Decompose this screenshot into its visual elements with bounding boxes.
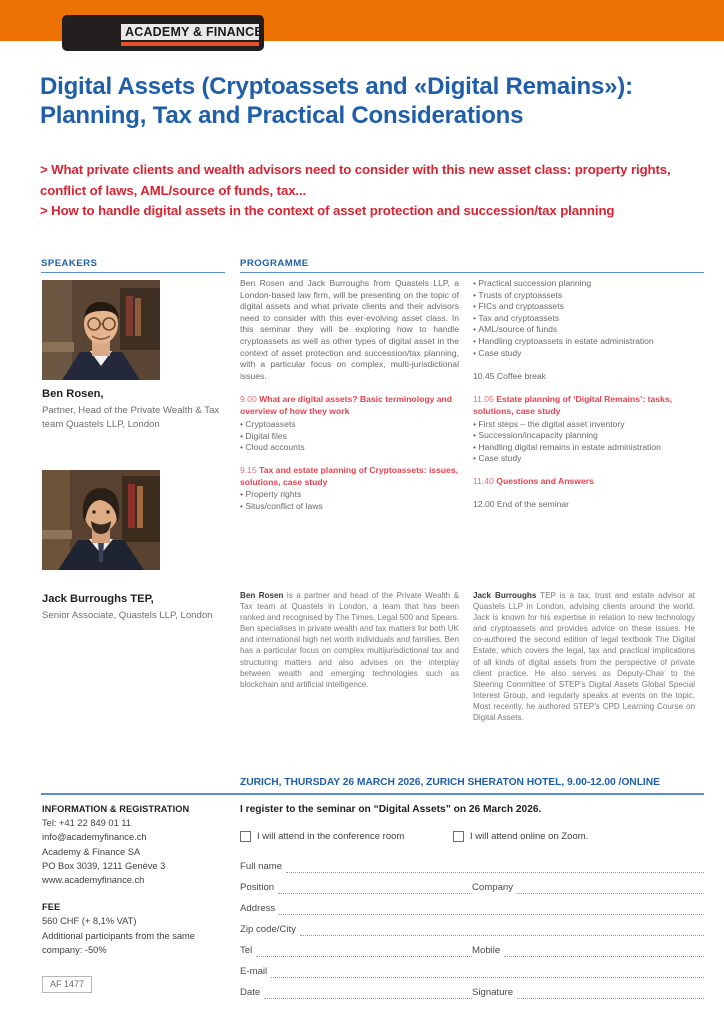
session-time: 11.40 <box>473 475 497 486</box>
session-title: 11.05 Estate planning of ‘Digital Remains’: tasks, solutions, case study <box>473 393 672 416</box>
form-row-address <box>240 894 704 915</box>
coffee-break: 10.45 Coffee break <box>473 371 546 382</box>
field-label: Address <box>240 903 276 914</box>
input-line[interactable] <box>278 884 472 894</box>
info-website[interactable]: www.academyfinance.ch <box>42 875 145 886</box>
speaker-photo-ben-rosen <box>42 280 160 380</box>
registration-form <box>240 852 704 999</box>
session-time: 9.00 <box>240 394 260 405</box>
field-label: Signature <box>472 987 514 998</box>
session-title: 9.15 Tax and estate planning of Cryptoassets: issues, solutions, case study <box>240 464 459 487</box>
field-label: Position <box>240 882 275 893</box>
info-heading: INFORMATION & REGISTRATION <box>42 804 190 814</box>
fee-amount: 560 CHF (+ 8,1% VAT) <box>42 916 137 927</box>
academy-finance-logo <box>62 15 264 51</box>
list-item: • AML/source of funds <box>473 324 695 336</box>
field-mobile[interactable] <box>472 945 704 957</box>
information-registration-block <box>42 802 237 957</box>
programme-column-right <box>473 278 695 522</box>
list-item: • FICs and cryptoassets <box>473 301 695 313</box>
reference-badge: AF 1477 <box>42 976 92 993</box>
input-line[interactable] <box>286 863 704 873</box>
speaker-name: Jack Burroughs TEP, <box>42 593 154 605</box>
biography-jack-burroughs <box>473 590 695 723</box>
biography-text: is a partner and head of the Private Wealth & Tax team at Quastels in London, a team that has been ranked and recognised by The Times, Legal 500 and Spears. Ben specialises in private wealth and tax matters for both UK and international high net worth individuals and families. Ben has a particular focus on complex multijurisdictional tax and structuring matters and also advises on the interplay between wealth and emerging technologies such as blockchain and artificial intelligence. <box>240 591 459 689</box>
checkbox-online-zoom[interactable] <box>453 831 588 842</box>
speaker-photo-jack-burroughs <box>42 470 160 570</box>
speaker-caption-jack-burroughs <box>42 592 232 623</box>
checkbox-label: I will attend online on Zoom. <box>470 831 589 842</box>
spacer <box>42 887 237 900</box>
list-item: • Succession/incapacity planning <box>473 430 695 442</box>
input-line[interactable] <box>504 947 704 957</box>
session-bullets <box>240 419 459 454</box>
field-label: E-mail <box>240 966 268 977</box>
biography-text: TEP is a tax, trust and estate advisor at Quastels LLP in London, advising clients around the world. Jack is known for his expertise in relation to new technology and cryptoassets and provides advice on these issues. He co-authored the second edition of legal textbook The Digital Estate, which covers the legal, tax and practical implications of all kinds of digital assets from the perspective of private client practice. He also serves as Deputy-Chair to the Steering Committee of STEP’s Digital Assets Global Special Interest Group, and regularly speaks at events on the topic. Most recently, he authored STEP’s CPD Learning Course on Digital Assets. <box>473 591 695 723</box>
form-row-date-signature <box>240 978 704 999</box>
field-label: Mobile <box>472 945 501 956</box>
list-item: • Case study <box>473 348 695 360</box>
seminar-end: 12.00 End of the seminar <box>473 498 570 509</box>
field-address[interactable] <box>240 903 704 915</box>
list-item: • Handling digital remains in estate administration <box>473 442 695 454</box>
page-subheadline <box>40 160 705 222</box>
subheadline-line-2: > How to handle digital assets in the context of asset protection and succession/tax planning <box>40 203 615 218</box>
session-time: 11.05 <box>473 393 497 404</box>
speaker-caption-ben-rosen <box>42 387 232 431</box>
field-zip-city[interactable] <box>240 924 704 936</box>
checkbox-conference-room[interactable] <box>240 831 453 842</box>
info-email: info@academyfinance.ch <box>42 832 147 843</box>
form-row-email <box>240 957 704 978</box>
info-address: PO Box 3039, 1211 Genève 3 <box>42 860 166 871</box>
field-label: Date <box>240 987 261 998</box>
programme-intro: Ben Rosen and Jack Burroughs from Quastels LLP, a London-based law firm, will be presenting on the topic of digital assets and what private clients and their advisors need to consider with this ever-evolving asset class. In this seminar they will be exploring how to handle cryptoassets as well as other types of digital asset in the context of asset protection and succession/tax planning, with a particular focus on complex, multi-jurisdictional issues. <box>240 278 459 381</box>
logo-plate <box>121 24 263 40</box>
form-row-zip-city <box>240 915 704 936</box>
continued-bullets <box>473 278 695 359</box>
form-row-full-name <box>240 852 704 873</box>
input-line[interactable] <box>300 926 704 936</box>
questions-answers <box>473 476 695 488</box>
list-item: • First steps – the digital asset inventory <box>473 419 695 431</box>
logo-accent-bar <box>121 42 259 46</box>
form-row-tel-mobile <box>240 936 704 957</box>
field-position[interactable] <box>240 882 472 894</box>
registration-statement: I register to the seminar on “Digital Assets” on 26 March 2026. <box>240 804 542 815</box>
field-date[interactable] <box>240 987 472 999</box>
speaker-role: Senior Associate, Quastels LLP, London <box>42 610 213 621</box>
list-item: • Tax and cryptoassets <box>473 313 695 325</box>
attendance-options <box>240 831 704 842</box>
biography-ben-rosen <box>240 590 459 690</box>
speaker-name: Ben Rosen, <box>42 388 104 400</box>
input-line[interactable] <box>264 989 472 999</box>
checkbox-icon[interactable] <box>453 831 464 842</box>
programme-column-left <box>240 278 459 524</box>
list-item: • Cloud accounts <box>240 442 459 454</box>
speakers-section-heading: SPEAKERS <box>41 258 225 273</box>
list-item: • Trusts of cryptoassets <box>473 290 695 302</box>
info-tel: Tel: +41 22 849 01 11 <box>42 818 131 829</box>
section-divider <box>41 793 704 795</box>
logo-text: ACADEMY & FINANCE <box>125 25 263 39</box>
input-line[interactable] <box>271 968 704 978</box>
checkbox-label: I will attend in the conference room <box>257 831 405 842</box>
fee-discount: Additional participants from the same company: -50% <box>42 930 195 955</box>
programme-session <box>473 394 695 465</box>
field-company[interactable] <box>472 882 704 894</box>
biography-lead-name: Jack Burroughs <box>473 591 537 600</box>
input-line[interactable] <box>256 947 472 957</box>
field-tel[interactable] <box>240 945 472 957</box>
venue-line: ZURICH, THURSDAY 26 MARCH 2026, ZURICH SHERATON HOTEL, 9.00-12.00 /ONLINE <box>240 777 660 788</box>
checkbox-icon[interactable] <box>240 831 251 842</box>
session-title: 9.00 What are digital assets? Basic terminology and overview of how they work <box>240 394 453 417</box>
subheadline-line-1: > What private clients and wealth advisors need to consider with this new asset class: property rights, conflict of laws, AML/source of funds, tax... <box>40 162 671 198</box>
input-line[interactable] <box>517 989 704 999</box>
list-item: • Handling cryptoassets in estate administration <box>473 336 695 348</box>
list-item: • Case study <box>473 453 695 465</box>
list-item: • Property rights <box>240 489 459 501</box>
list-item: • Practical succession planning <box>473 278 695 290</box>
biography-lead-name: Ben Rosen <box>240 591 284 600</box>
field-label: Full name <box>240 861 283 872</box>
session-bullets <box>473 419 695 465</box>
session-time: 9.15 <box>240 464 260 475</box>
field-label: Tel <box>240 945 253 956</box>
input-line[interactable] <box>517 884 704 894</box>
fee-heading: FEE <box>42 902 61 913</box>
field-label: Zip code/City <box>240 924 296 935</box>
field-email[interactable] <box>240 966 704 978</box>
session-bullets <box>240 489 459 512</box>
session-title: 11.40 Questions and Answers <box>473 475 594 486</box>
field-full-name[interactable] <box>240 861 704 873</box>
list-item: • Digital files <box>240 431 459 443</box>
field-signature[interactable] <box>472 987 704 999</box>
programme-session <box>240 465 459 513</box>
input-line[interactable] <box>279 905 704 915</box>
list-item: • Situs/conflict of laws <box>240 501 459 513</box>
speaker-role: Partner, Head of the Private Wealth & Tax team Quastels LLP, London <box>42 405 220 430</box>
list-item: • Cryptoassets <box>240 419 459 431</box>
programme-session <box>240 394 459 453</box>
programme-section-heading: PROGRAMME <box>240 258 704 273</box>
form-row-position-company <box>240 873 704 894</box>
field-label: Company <box>472 882 514 893</box>
info-company: Academy & Finance SA <box>42 846 141 857</box>
page-title: Digital Assets (Cryptoassets and «Digital Remains»): Planning, Tax and Practical Considerations <box>40 73 633 129</box>
